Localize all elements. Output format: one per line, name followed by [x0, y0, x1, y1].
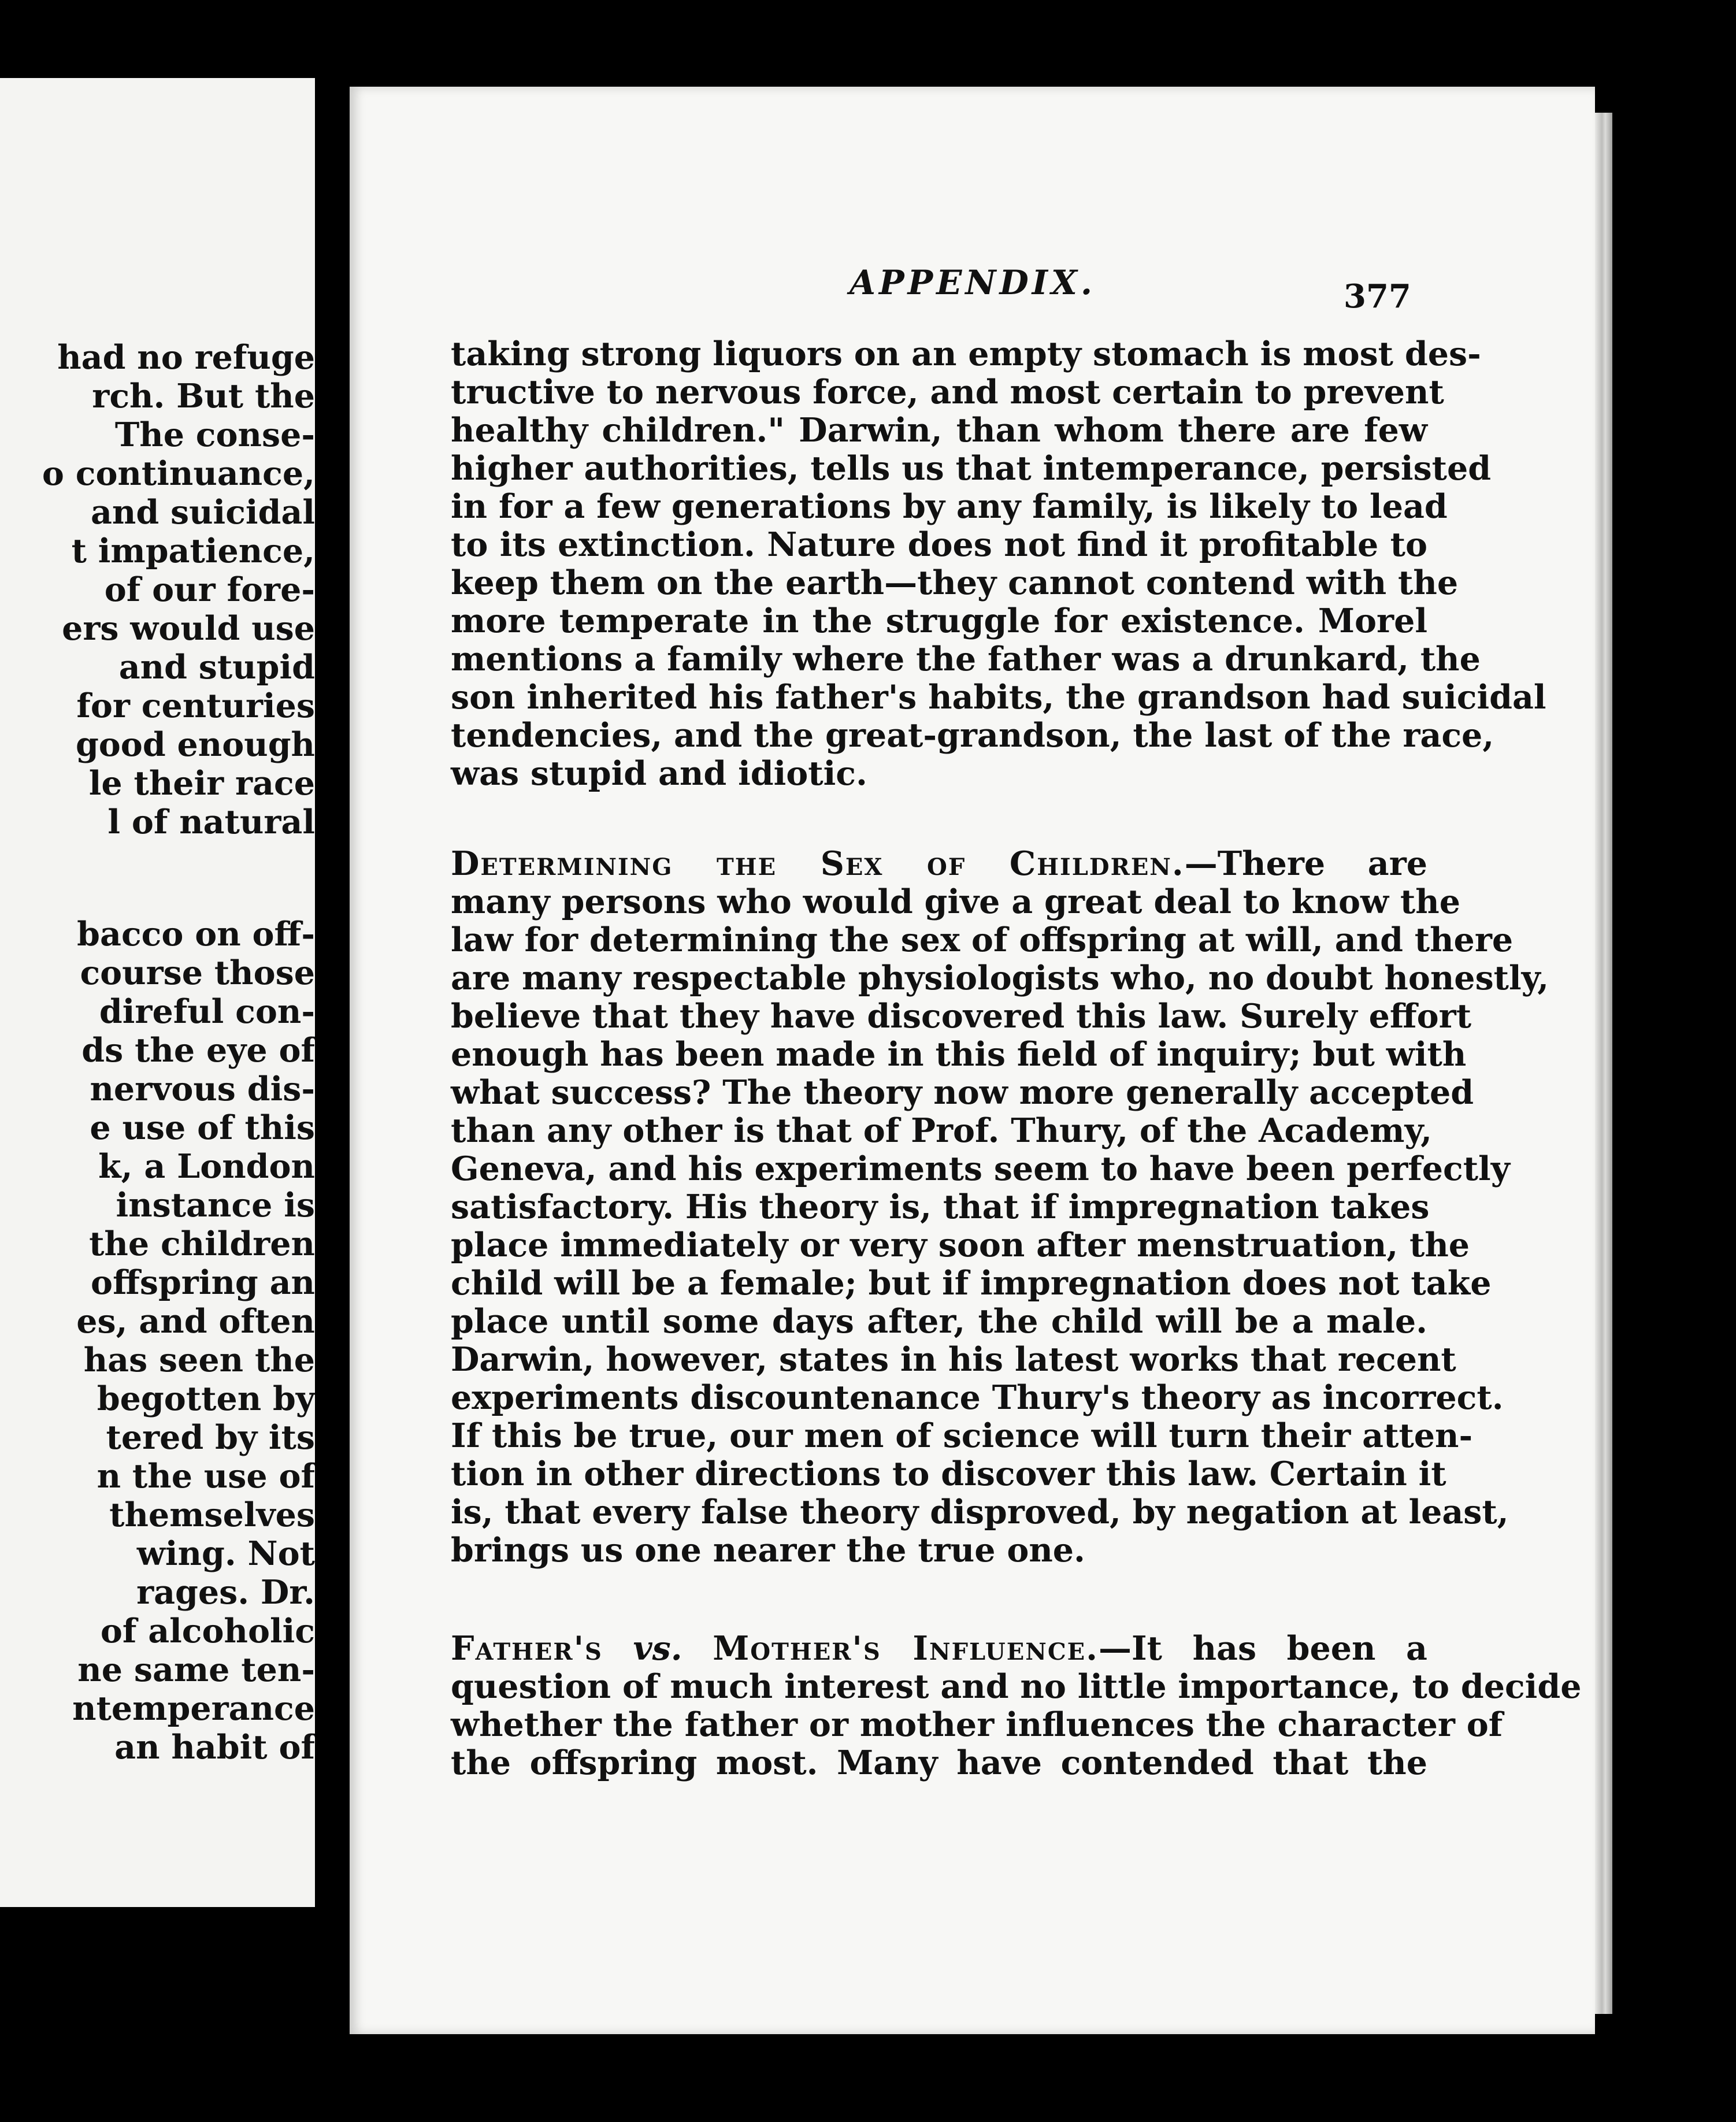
left-page-line: wing. Not: [136, 1534, 315, 1573]
text-line: believe that they have discovered this law. Surely effort: [451, 997, 1472, 1036]
left-page-line: ers would use: [62, 609, 315, 648]
running-header: APPENDIX.: [850, 263, 1096, 302]
text-line: taking strong liquors on an empty stomach is most des-: [451, 335, 1481, 373]
text-line: to its extinction. Nature does not find it profitable to: [451, 525, 1427, 564]
left-page-line: an habit of: [114, 1728, 315, 1767]
left-page-line: rch. But the: [92, 377, 315, 416]
paragraph-first-line: [451, 1630, 1427, 1668]
left-page-line: direful con-: [99, 992, 315, 1031]
text-line: are many respectable physiologists who, no doubt honestly,: [451, 959, 1549, 997]
text-line: mentions a family where the father was a drunkard, the: [451, 640, 1481, 678]
left-page-line: t impatience,: [71, 532, 315, 570]
left-page-line: had no refuge: [57, 338, 315, 377]
text-line: in for a few generations by any family, is likely to lead: [451, 487, 1448, 526]
left-page-line: of alcoholic: [100, 1612, 315, 1650]
paragraph-father-mother-influence: [451, 1629, 1582, 1782]
paragraph-first-line: [451, 845, 1427, 883]
text-line: higher authorities, tells us that intemperance, persisted: [451, 449, 1492, 488]
left-page-line: The conse-: [114, 416, 315, 454]
text-line: Darwin, however, states in his latest works that recent: [451, 1340, 1456, 1379]
section-heading-part2: Mother's Influence.: [713, 1629, 1099, 1668]
left-page-line: nervous dis-: [90, 1070, 315, 1108]
left-page-line: and suicidal: [90, 493, 315, 532]
text-line: law for determining the sex of offspring at will, and there: [451, 921, 1514, 959]
text-line: child will be a female; but if impregnation does not take: [451, 1264, 1492, 1303]
text-line: healthy children." Darwin, than whom there are few: [451, 411, 1427, 450]
left-page-line: ntemperance: [72, 1689, 315, 1728]
left-page-line: l of natural: [107, 803, 315, 841]
left-page-line: k, a London: [98, 1147, 315, 1186]
left-page-line: tered by its: [106, 1418, 315, 1457]
left-page-line: begotten by: [97, 1379, 315, 1418]
text-line: satisfactory. His theory is, that if impregnation takes: [451, 1188, 1430, 1226]
text-line: place immediately or very soon after menstruation, the: [451, 1226, 1470, 1264]
page-number: 377: [1344, 277, 1411, 316]
left-page-line: the children: [89, 1225, 315, 1263]
left-page-line: le their race: [88, 764, 315, 803]
page-edge: [1595, 113, 1612, 2014]
left-page-line: for centuries: [76, 687, 315, 725]
left-page-line: course those: [80, 954, 315, 992]
left-page-line: instance is: [116, 1186, 315, 1225]
paragraph-body: [451, 1667, 1582, 1782]
text-line: tion in other directions to discover this law. Certain it: [451, 1455, 1446, 1493]
text-line: what success? The theory now more generally accepted: [451, 1073, 1474, 1112]
text-line: question of much interest and no little importance, to decide: [451, 1667, 1582, 1706]
text-line: many persons who would give a great deal to know the: [451, 882, 1460, 921]
section-heading-vs: vs.: [633, 1629, 682, 1668]
left-page-line: offspring an: [91, 1263, 315, 1302]
text-line: brings us one nearer the true one.: [451, 1531, 1085, 1570]
left-page-line: n the use of: [97, 1457, 315, 1496]
text-line: keep them on the earth—they cannot contend with the: [451, 563, 1459, 602]
left-page-line: es, and often: [76, 1302, 315, 1341]
text-line: place until some days after, the child will be a male.: [451, 1302, 1427, 1341]
paragraph-body: [451, 882, 1549, 1570]
line-text: —It has been a: [1099, 1629, 1427, 1668]
text-line: was stupid and idiotic.: [451, 754, 867, 793]
text-line: whether the father or mother influences the character of: [451, 1705, 1503, 1744]
left-page-line: ne same ten-: [77, 1650, 315, 1689]
book-gutter: [315, 78, 350, 1907]
left-page-line: e use of this: [90, 1108, 315, 1147]
paragraph-sex-of-children: [451, 844, 1549, 1570]
text-line: is, that every false theory disproved, by negation at least,: [451, 1493, 1509, 1531]
text-line: tendencies, and the great-grandson, the last of the race,: [451, 716, 1494, 755]
left-page-line: good enough: [75, 725, 315, 764]
text-line: than any other is that of Prof. Thury, of the Academy,: [451, 1111, 1432, 1150]
text-line: son inherited his father's habits, the grandson had suicidal: [451, 678, 1546, 717]
text-line: tructive to nervous force, and most certain to prevent: [451, 373, 1444, 411]
left-page-line: themselves: [109, 1496, 315, 1534]
left-page-line: of our fore-: [104, 570, 315, 609]
line-text: —There are: [1184, 844, 1427, 883]
left-page-line: bacco on off-: [77, 915, 315, 954]
paragraph-intemperance: [451, 335, 1546, 793]
section-heading-part1: Father's: [451, 1629, 603, 1668]
left-page-line: ds the eye of: [81, 1031, 315, 1070]
text-line: Geneva, and his experiments seem to have been perfectly: [451, 1149, 1510, 1188]
left-page-line: and stupid: [118, 648, 315, 687]
text-line: If this be true, our men of science will turn their atten-: [451, 1416, 1473, 1455]
left-page-line: o continuance,: [42, 454, 315, 493]
text-line: the offspring most. Many have contended that the: [451, 1743, 1427, 1782]
text-line: enough has been made in this field of inquiry; but with: [451, 1035, 1467, 1074]
left-page: [0, 78, 322, 1907]
left-page-line: has seen the: [83, 1341, 315, 1379]
text-line: experiments discountenance Thury's theory as incorrect.: [451, 1378, 1504, 1417]
text-line: more temperate in the struggle for existence. Morel: [451, 602, 1427, 640]
section-heading: Determining the Sex of Children.: [451, 844, 1185, 883]
left-page-line: rages. Dr.: [136, 1573, 315, 1612]
